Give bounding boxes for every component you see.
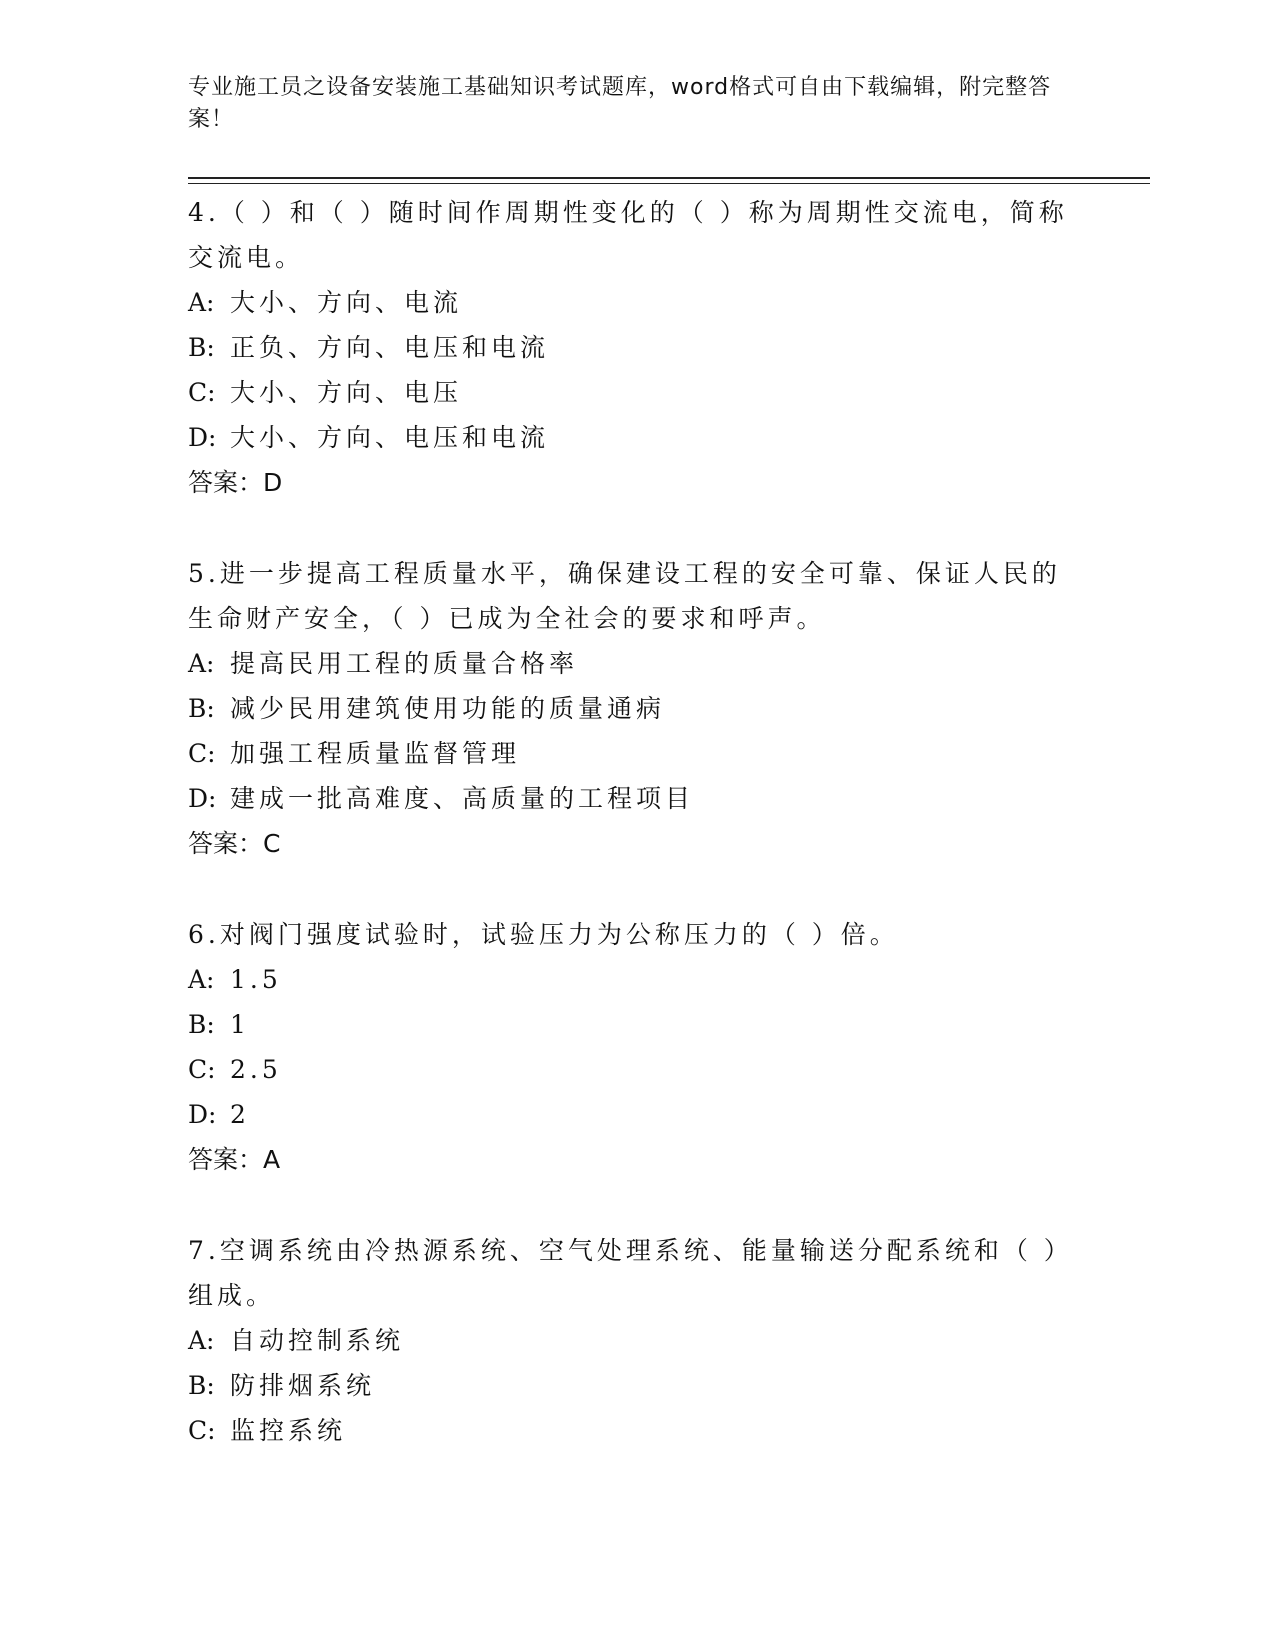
option-text: 减少民用建筑使用功能的质量通病 (230, 694, 666, 723)
option-label: C: (188, 1416, 216, 1445)
option-c (188, 370, 1088, 415)
option-label: B: (188, 1010, 215, 1039)
option-a (188, 280, 1088, 325)
question-5 (188, 551, 1088, 866)
option-text: 建成一批高难度、高质量的工程项目 (230, 784, 695, 813)
answer: 答案：D (188, 468, 283, 497)
option-b (188, 1363, 1088, 1408)
option-text: 正负、方向、电压和电流 (230, 333, 550, 362)
option-label: C: (188, 1055, 216, 1084)
option-b (188, 325, 1088, 370)
option-text: 大小、方向、电压 (230, 378, 463, 407)
option-a (188, 1318, 1088, 1363)
option-label: C: (188, 739, 216, 768)
option-b (188, 1002, 1088, 1047)
option-c (188, 1047, 1088, 1092)
option-label: B: (188, 694, 215, 723)
option-label: B: (188, 1371, 215, 1400)
option-label: A: (188, 288, 215, 317)
option-text: 大小、方向、电压和电流 (230, 423, 550, 452)
option-text: 监控系统 (230, 1416, 347, 1445)
option-text: 提高民用工程的质量合格率 (230, 649, 579, 678)
option-text: 2 (230, 1100, 250, 1129)
option-d (188, 415, 1088, 460)
document-header: 专业施工员之设备安装施工基础知识考试题库，word格式可自由下载编辑，附完整答案！ (188, 75, 1052, 132)
option-label: D: (188, 423, 217, 452)
option-a (188, 957, 1088, 1002)
question-text: 6.对阀门强度试验时，试验压力为公称压力的（ ）倍。 (188, 920, 899, 949)
header-rule-thick (188, 177, 1150, 179)
option-b (188, 686, 1088, 731)
option-text: 2.5 (230, 1055, 282, 1084)
option-a (188, 641, 1088, 686)
option-d (188, 776, 1088, 821)
answer: 答案：C (188, 829, 281, 858)
option-d (188, 1092, 1088, 1137)
option-label: D: (188, 784, 217, 813)
option-label: A: (188, 965, 215, 994)
option-text: 大小、方向、电流 (230, 288, 463, 317)
answer: 答案：A (188, 1145, 281, 1174)
question-list (188, 190, 1088, 1499)
option-label: C: (188, 378, 216, 407)
option-label: A: (188, 649, 215, 678)
question-text: 7.空调系统由冷热源系统、空气处理系统、能量输送分配系统和（ ）组成。 (188, 1236, 1073, 1310)
option-text: 1.5 (230, 965, 282, 994)
question-4 (188, 190, 1088, 505)
question-text: 4.（ ）和（ ）随时间作周期性变化的（ ）称为周期性交流电，简称交流电。 (188, 198, 1068, 272)
option-text: 自动控制系统 (230, 1326, 405, 1355)
option-text: 加强工程质量监督管理 (230, 739, 521, 768)
option-text: 防排烟系统 (230, 1371, 376, 1400)
question-7 (188, 1228, 1088, 1453)
question-6 (188, 912, 1088, 1182)
option-c (188, 731, 1088, 776)
question-text: 5.进一步提高工程质量水平，确保建设工程的安全可靠、保证人民的生命财产安全，（ ）已成为全社会的要求和呼声。 (188, 559, 1061, 633)
option-c (188, 1408, 1088, 1453)
option-label: B: (188, 333, 215, 362)
option-label: D: (188, 1100, 217, 1129)
header-rule-thin (188, 183, 1150, 184)
option-label: A: (188, 1326, 215, 1355)
option-text: 1 (230, 1010, 250, 1039)
